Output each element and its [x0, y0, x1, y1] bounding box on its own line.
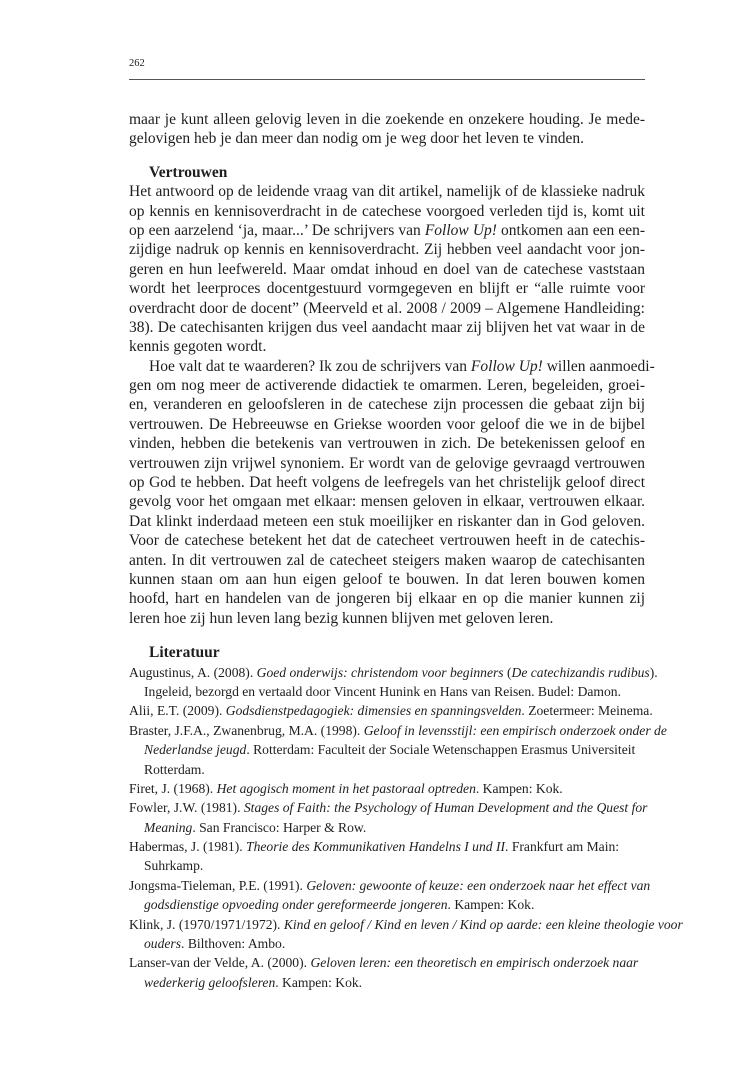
ref-text: . San Francisco: Harper & Row. — [192, 819, 367, 835]
ref-title: wederkerig geloofsleren — [144, 974, 276, 990]
ref-title: Stages of Faith: the Psychology of Human Development and the Quest for — [243, 800, 648, 816]
ref-author: Lanser-van der Velde, A. (2000). — [129, 955, 311, 971]
reference-line: Suhrkamp. — [144, 858, 204, 874]
reference-line — [129, 721, 667, 740]
ref-title: Geloof in levensstijl: een empirisch onderzoek onder de — [363, 722, 667, 738]
text-line: op kennis en kennisoverdracht in de catechese voorgoed verleden tijd is, komt uit — [129, 202, 645, 220]
reference-entry — [129, 915, 683, 954]
text-span: op een aarzelend ‘ja, maar...’ De schrijvers van — [129, 221, 421, 239]
reference-line — [129, 953, 645, 972]
ref-text: ( — [503, 664, 512, 680]
text-line: Het antwoord op de leidende vraag van dit artikel, namelijk of de klassieke nadruk — [129, 183, 645, 201]
text-span: Hoe valt dat te waarderen? Ik zou de schrijvers van — [149, 357, 468, 375]
reference-list — [129, 663, 683, 993]
ref-title: Godsdienstpedagogiek: dimensies en spanningsvelden — [225, 703, 522, 719]
ref-title: De catechizandis rudibus — [511, 664, 650, 680]
ref-author: Jongsma-Tieleman, P.E. (1991). — [129, 877, 307, 893]
text-line: anten. In dit vertrouwen zal de catecheet steigers maken waarop de catechisanten — [129, 551, 645, 569]
reference-entry — [129, 876, 651, 915]
ref-title: Goed onderwijs: christendom voor beginners — [256, 664, 504, 680]
reference-line — [129, 876, 651, 895]
ref-author: Firet, J. (1968). — [129, 780, 217, 796]
text-line: en, veranderen en geloofsleren in de catechese zijn processen die gebaat zijn bij — [129, 396, 645, 414]
reference-line — [129, 818, 645, 837]
text-line: wordt het leerproces docentgestuurd vormgegeven en blijft er “alle ruimte voor — [129, 280, 645, 298]
ref-title: godsdienstige opvoeding onder gereformeerde jongeren — [144, 897, 448, 913]
reference-line — [129, 779, 645, 798]
text-line — [129, 357, 655, 376]
ref-title: Kind en geloof / Kind en leven / Kind op aarde: een kleine theologie voor — [283, 916, 683, 932]
text-line: Voor de catechese betekent het dat de catecheet vertrouwen heeft in de catechis- — [129, 532, 645, 550]
ref-text: . Kampen: Kok. — [275, 974, 363, 990]
text-line: kennis gegoten wordt. — [129, 338, 267, 356]
reference-line — [129, 740, 645, 759]
text-line: gen om nog meer de activerende didactiek te omarmen. Leren, begeleiden, groei- — [129, 377, 645, 395]
reference-line — [129, 895, 645, 914]
text-span: willen aanmoedi- — [546, 357, 655, 375]
reference-entry — [129, 701, 653, 720]
ref-text: . Frankfurt am Main: — [505, 839, 620, 855]
reference-line: Ingeleid, bezorgd en vertaald door Vincent Hunink en Hans van Reisen. Budel: Damon. — [144, 683, 621, 699]
ref-author: Augustinus, A. (2008). — [129, 664, 257, 680]
reference-line: Rotterdam. — [144, 761, 205, 777]
reference-line — [129, 663, 658, 682]
text-line: overdracht door de docent” (Meerveld et al. 2008 / 2009 – Algemene Handleiding: — [129, 299, 645, 317]
ref-text: . Bilthoven: Ambo. — [181, 936, 286, 952]
paragraph-vertrouwen-b — [129, 357, 655, 628]
ref-text: . Kampen: Kok. — [447, 897, 535, 913]
ref-author: Alii, E.T. (2009). — [129, 703, 226, 719]
page-number: 262 — [129, 58, 145, 69]
text-line: vertrouwen. De Hebreeuwse en Griekse woorden voor geloof die we in de bijbel — [129, 415, 645, 433]
reference-line — [129, 973, 645, 992]
reference-entry — [129, 721, 667, 779]
text-line: vinden, hebben die betekenis van vertrouwen in zich. De betekenissen geloof en — [129, 435, 645, 453]
paragraph-intro — [129, 110, 645, 149]
text-line: kunnen staan om aan hun eigen geloof te bouwen. In dat leren bouwen komen — [129, 570, 645, 588]
paragraph-vertrouwen-a — [129, 182, 645, 357]
text-line: 38). De catechisanten krijgen dus veel aandacht maar zij blijven het vat waar in de — [129, 318, 645, 336]
text-line: maar je kunt alleen gelovig leven in die zoekende en onzekere houding. Je mede- — [129, 111, 645, 128]
book-title: Follow Up! — [470, 357, 543, 375]
reference-entry — [129, 953, 645, 992]
section-heading: Vertrouwen — [149, 163, 228, 181]
text-line: gelovigen heb je dan meer dan nodig om je weg door het leven te vinden. — [129, 130, 584, 148]
book-title: Follow Up! — [424, 221, 497, 239]
text-line: gevolg voor het omgaan met elkaar: mensen geloven in elkaar, vertrouwen elkaar. — [129, 493, 645, 511]
reference-line — [129, 701, 653, 720]
text-line: geren en hun leefwereld. Maar omdat inhoud en doel van de catechese vaststaan — [129, 260, 645, 278]
ref-title: Nederlandse jeugd — [144, 742, 247, 758]
ref-author: Braster, J.F.A., Zwanenbrug, M.A. (1998). — [129, 722, 364, 738]
ref-title: Geloven: gewoonte of keuze: een onderzoek naar het effect van — [306, 877, 651, 893]
reference-entry — [129, 779, 645, 798]
text-line: hoofd, hart en handelen van de jongeren bij elkaar en op die manier kunnen zij — [129, 590, 645, 608]
ref-text: ). — [649, 664, 658, 680]
ref-title: Het agogisch moment in het pastoraal optreden — [216, 780, 476, 796]
text-line: zijdige nadruk op kennis en kennisoverdracht. Zij hebben veel aandacht voor jon- — [129, 241, 645, 259]
reference-entry — [129, 837, 645, 876]
ref-text: . Kampen: Kok. — [475, 780, 563, 796]
ref-title: ouders — [144, 936, 182, 952]
text-line — [129, 221, 645, 240]
ref-title: Meaning — [144, 819, 193, 835]
header-rule — [129, 79, 645, 80]
reference-line — [129, 837, 645, 856]
reference-line — [129, 798, 648, 817]
reference-entry — [129, 663, 658, 702]
literature-heading: Literatuur — [149, 644, 220, 662]
ref-author: Habermas, J. (1981). — [129, 839, 247, 855]
page-body — [129, 110, 683, 992]
reference-line — [129, 934, 645, 953]
ref-text: . Zoetermeer: Meinema. — [521, 703, 653, 719]
text-line: vertrouwen zijn vrijwel synoniem. Er wordt van de gelovige gevraagd vertrouwen — [129, 454, 645, 472]
text-line: op God te hebben. Dat heeft volgens de leefregels van het christelijk geloof direct — [129, 474, 645, 492]
ref-author: Fowler, J.W. (1981). — [129, 800, 244, 816]
ref-text: . Rotterdam: Faculteit der Sociale Wetenschappen Erasmus Universiteit — [246, 742, 636, 758]
text-line: Dat klinkt inderdaad meteen een stuk moeilijker en riskanter dan in God geloven. — [129, 512, 645, 530]
reference-line — [129, 915, 683, 934]
ref-author: Klink, J. (1970/1971/1972). — [129, 916, 284, 932]
ref-title: Theorie des Kommunikativen Handelns I und II — [246, 839, 506, 855]
ref-title: Geloven leren: een theoretisch en empirisch onderzoek naar — [310, 955, 639, 971]
reference-entry — [129, 798, 648, 837]
text-span: ontkomen aan een een- — [501, 221, 645, 239]
text-line: leren hoe zij hun leven lang bezig kunnen blijven met geloven leren. — [129, 609, 554, 627]
